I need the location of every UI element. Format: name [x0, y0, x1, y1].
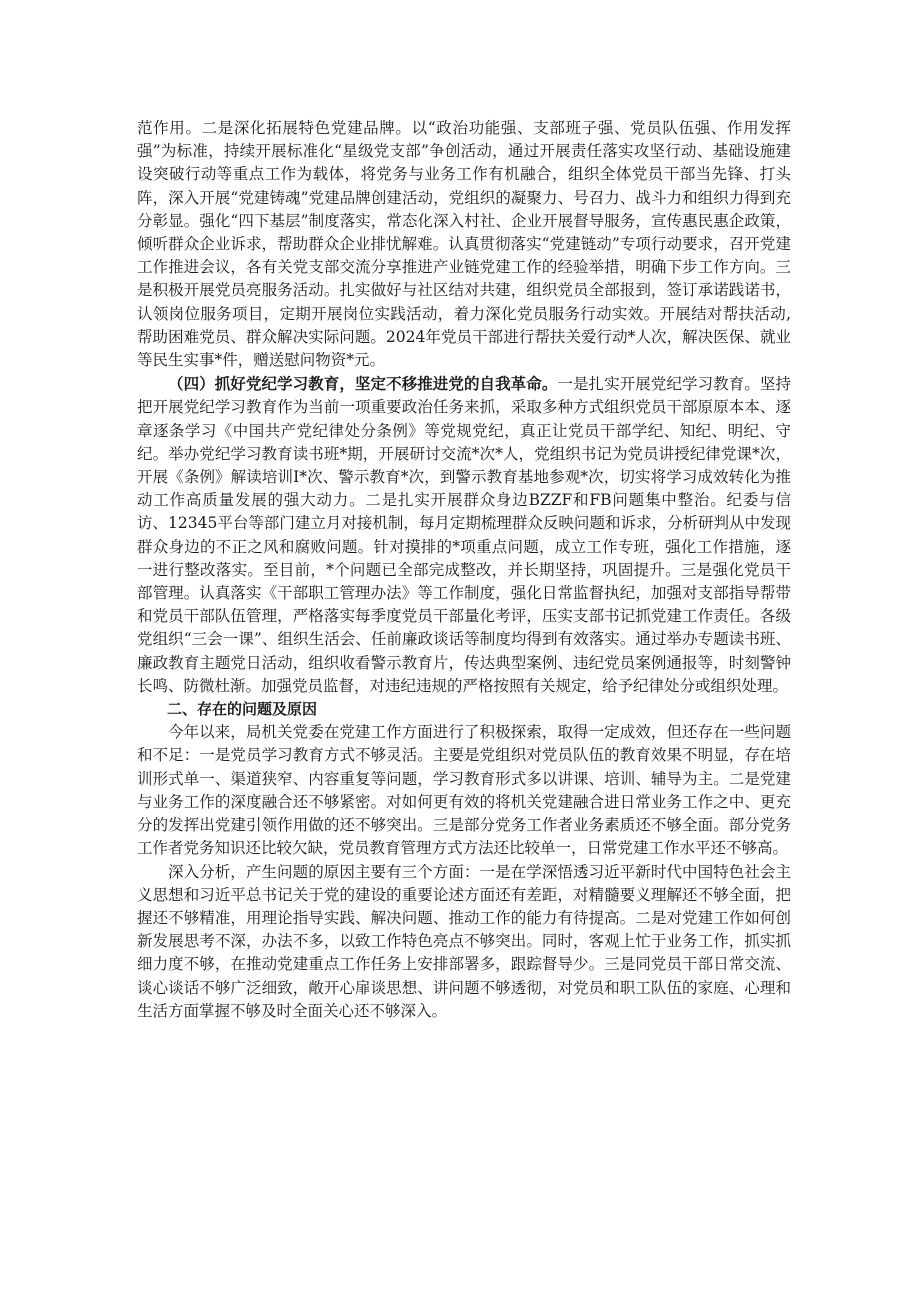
paragraph-discipline-text: 一是扎实开展党纪学习教育。坚持把开展党纪学习教育作为当前一项重要政治任务来抓，采取多种方式组织党员干部原原本本、逐章逐条学习《中国共产党纪律处分条例》等党规党纪，真正让党员干部学纪、知纪、明纪、守纪。举办党纪学习教育读书班*期，开展研讨交流*次*人，党组织书记为党员讲授纪律党课*次，开展《条例》解读培训I*次、警示教育*次，到警示教育基地参观*次，切实将学习成效转化为推动工作高质量发展的强大动力。二是扎实开展群众身边BZZF和FB问题集中整治。纪委与信访、12345平台等部门建立月对接机制，每月定期梳理群众反映问题和诉求，分析研判从中发现群众身边的不正之风和腐败问题。针对摸排的*项重点问题，成立工作专班，强化工作措施，逐一进行整改落实。至目前，*个问题已全部完成整改，并长期坚持，巩固提升。三是强化党员干部管理。认真落实《干部职工管理办法》等工作制度，强化日常监督执纪，加强对支部指导帮带和党员干部队伍管理，严格落实每季度党员干部量化考评，压实支部书记抓党建工作责任。各级党组织“三会一课”、组织生活会、任前廉政谈话等制度均得到有效落实。通过举办专题读书班、廉政教育主题党日活动，组织收看警示教育片，传达典型案例、违纪党员案例通报等，时刻警钟长鸣、防微杜渐。加强党员监督，对违纪违规的严格按照有关规定，给予纪律处分或组织处理。 [137, 375, 791, 695]
paragraph-party-brand: 范作用。二是深化拓展特色党建品牌。以“政治功能强、支部班子强、党员队伍强、作用发挥强”为标准，持续开展标准化“星级党支部”争创活动，通过开展责任落实攻坚行动、基础设施建设突破行动等重点工作为载体，将党务与业务工作有机融合，组织全体党员干部当先锋、打头阵，深入开展“党建铸魂”党建品牌创建活动，党组织的凝聚力、号召力、战斗力和组织力得到充分彰显。强化“四下基层”制度落实，常态化深入村社、企业开展督导服务，宣传惠民惠企政策，倾听群众企业诉求，帮助群众企业排忧解难。认真贯彻落实“党建链动”专项行动要求，召开党建工作推进会议，各有关党支部交流分享推进产业链党建工作的经验举措，明确下步工作方向。三是积极开展党员亮服务活动。扎实做好与社区结对共建，组织党员全部报到，签订承诺践诺书，认领岗位服务项目，定期开展岗位实践活动，着力深化党员服务行动实效。开展结对帮扶活动,帮助困难党员、群众解决实际问题。2024年党员干部进行帮扶关爱行动*人次，解决医保、就业等民生实事*件，赠送慰问物资*元。 [137, 119, 791, 370]
section-heading-discipline: （四）抓好党纪学习教育，坚定不移推进党的自我革命。 [168, 374, 558, 394]
section-heading-problems: 二、存在的问题及原因 [167, 700, 318, 719]
paragraph-discipline-education [137, 372, 791, 698]
paragraph-problems: 今年以来，局机关党委在党建工作方面进行了积极探索，取得一定成效，但还存在一些问题和不足：一是党员学习教育方式不够灵活。主要是党组织对党员队伍的教育效果不明显，存在培训形式单一、渠道狭窄、内容重复等问题，学习教育形式多以讲课、培训、辅导为主。二是党建与业务工作的深度融合还不够紧密。对如何更有效的将机关党建融合进日常业务工作之中、更充分的发挥出党建引领作用做的还不够突出。三是部分党务工作者业务素质还不够全面。部分党务工作者党务知识还比较欠缺，党员教育管理方式方法还比较单一，日常党建工作水平还不够高。 [137, 723, 791, 858]
document-body [137, 117, 791, 1023]
paragraph-causes: 深入分析，产生问题的原因主要有三个方面：一是在学深悟透习近平新时代中国特色社会主义思想和习近平总书记关于党的建设的重要论述方面还有差距，对精髓要义理解还不够全面，把握还不够精准，用理论指导实践、解决问题、推动工作的能力有待提高。二是对党建工作如何创新发展思考不深，办法不多，以致工作特色亮点不够突出。同时，客观上忙于业务工作，抓实抓细力度不够，在推动党建重点工作任务上安排部署多，跟踪督导少。三是同党员干部日常交流、谈心谈话不够广泛细致，敞开心扉谈思想、讲问题不够透彻，对党员和职工队伍的家庭、心理和生活方面掌握不够及时全面关心还不够深入。 [137, 862, 791, 1020]
